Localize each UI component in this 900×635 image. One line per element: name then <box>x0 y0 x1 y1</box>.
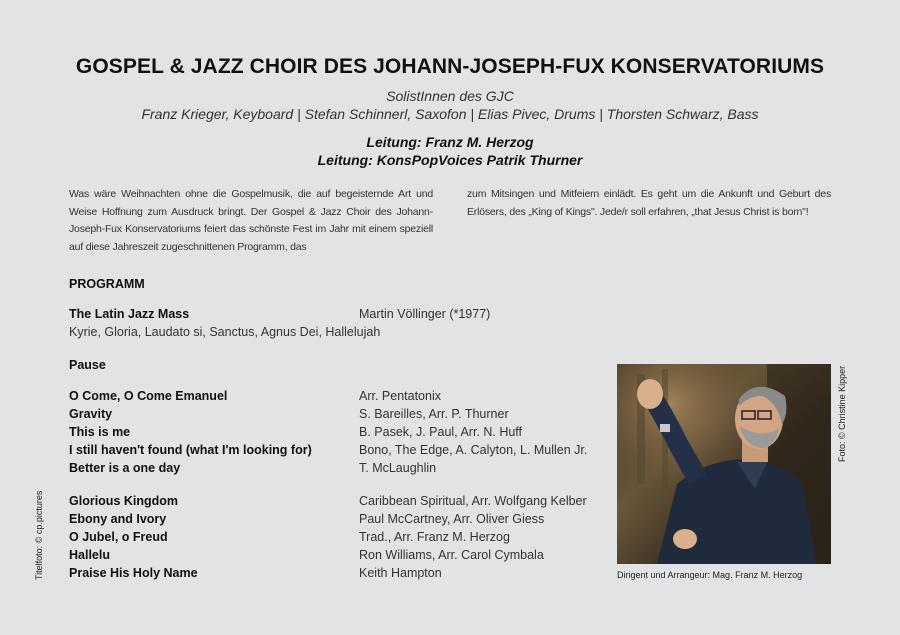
work-title: Praise His Holy Name <box>69 566 198 580</box>
work-composer: Trad., Arr. Franz M. Herzog <box>359 530 510 544</box>
work-composer: Martin Völlinger (*1977) <box>359 307 491 321</box>
work-composer: Keith Hampton <box>359 566 442 580</box>
work-title: I still haven't found (what I'm looking for) <box>69 443 312 457</box>
work-composer: Bono, The Edge, A. Calyton, L. Mullen Jr. <box>359 443 588 457</box>
work-title: The Latin Jazz Mass <box>69 307 190 321</box>
pause-label: Pause <box>69 358 106 372</box>
leader-line-2: Leitung: KonsPopVoices Patrik Thurner <box>317 152 583 168</box>
work-composer: S. Bareilles, Arr. P. Thurner <box>359 407 509 421</box>
work-composer: Ron Williams, Arr. Carol Cymbala <box>359 548 544 562</box>
soloists-line: SolistInnen des GJC <box>386 88 514 104</box>
concert-title: GOSPEL & JAZZ CHOIR DES JOHANN-JOSEPH-FUX KONSERVATORIUMS <box>75 55 825 78</box>
conductor-photo <box>617 364 831 564</box>
work-composer: Arr. Pentatonix <box>359 389 441 403</box>
mass-movements: Kyrie, Gloria, Laudato si, Sanctus, Agnus Dei, Hallelujah <box>69 325 381 339</box>
work-title: Hallelu <box>69 548 110 562</box>
conductor-illustration <box>617 364 831 564</box>
work-title: Ebony and Ivory <box>69 512 167 526</box>
intro-text-col-2: zum Mitsingen und Mitfeiern einlädt. Es geht um die Ankunft und Geburt des Erlösers, des „King of Kings". Jede/r soll erfahren, „that Jesus Christ is born"! <box>467 188 831 218</box>
work-title: Glorious Kingdom <box>69 494 179 508</box>
intro-text-col-1: Was wäre Weihnachten ohne die Gospelmusik, die auf begeisternde Art und Weise Hoffnung zum Ausdruck bringt. Der Gospel & Jazz Choir des Johann-Joseph-Fux Konservatoriums feiert das schönste Fest im Jahr mit einem speziell auf diese Jahreszeit zugeschnittenen Programm, das <box>69 188 433 253</box>
work-title: This is me <box>69 425 131 439</box>
program-heading: PROGRAMM <box>69 277 145 291</box>
work-composer: Paul McCartney, Arr. Oliver Giess <box>359 512 545 526</box>
work-title: O Jubel, o Freud <box>69 530 168 544</box>
leader-line-1: Leitung: Franz M. Herzog <box>366 134 534 150</box>
photo-credit: Foto: © Christine Kipper <box>837 365 847 462</box>
work-title: Better is a one day <box>69 461 181 475</box>
musicians-line: Franz Krieger, Keyboard | Stefan Schinnerl, Saxofon | Elias Pivec, Drums | Thorsten Schwarz, Bass <box>141 106 759 122</box>
photo-caption: Dirigent und Arrangeur: Mag. Franz M. Herzog <box>617 570 803 580</box>
work-composer: T. McLaughlin <box>359 461 437 475</box>
work-title: O Come, O Come Emanuel <box>69 389 228 403</box>
work-title: Gravity <box>69 407 113 421</box>
title-photo-credit: Titelfoto: © cp.pictures <box>34 490 44 580</box>
work-composer: Caribbean Spiritual, Arr. Wolfgang Kelber <box>359 494 587 508</box>
work-composer: B. Pasek, J. Paul, Arr. N. Huff <box>359 425 523 439</box>
